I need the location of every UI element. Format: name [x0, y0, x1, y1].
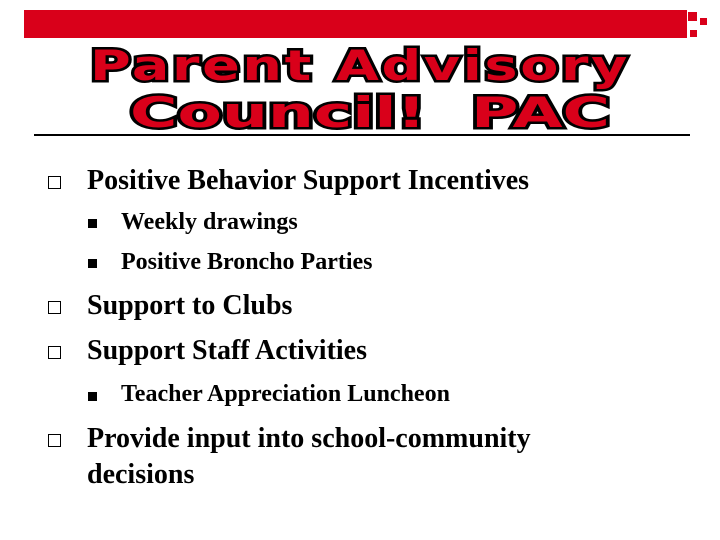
decor-square	[688, 12, 697, 21]
title-wordart	[60, 42, 660, 134]
title-divider	[34, 134, 690, 136]
filled-square-bullet-icon	[88, 259, 97, 268]
sub-bullet-item: Positive Broncho Parties	[121, 249, 373, 275]
bullet-item-continued: decisions	[87, 459, 195, 490]
top-accent-bar	[24, 10, 687, 38]
title-line-1: Parent Advisory	[90, 42, 630, 90]
hollow-square-bullet-icon	[48, 301, 61, 314]
decor-square	[690, 30, 697, 37]
sub-bullet-item: Teacher Appreciation Luncheon	[121, 381, 450, 407]
title-line-2: Council! PAC	[130, 88, 610, 134]
bullet-item: Support Staff Activities	[87, 335, 367, 366]
hollow-square-bullet-icon	[48, 176, 61, 189]
slide-title	[60, 42, 660, 134]
bullet-item: Provide input into school-community	[87, 423, 531, 454]
hollow-square-bullet-icon	[48, 346, 61, 359]
bullet-item: Support to Clubs	[87, 290, 293, 321]
decor-square	[700, 18, 707, 25]
filled-square-bullet-icon	[88, 392, 97, 401]
hollow-square-bullet-icon	[48, 434, 61, 447]
filled-square-bullet-icon	[88, 219, 97, 228]
bullet-item: Positive Behavior Support Incentives	[87, 165, 530, 196]
sub-bullet-item: Weekly drawings	[121, 209, 298, 235]
